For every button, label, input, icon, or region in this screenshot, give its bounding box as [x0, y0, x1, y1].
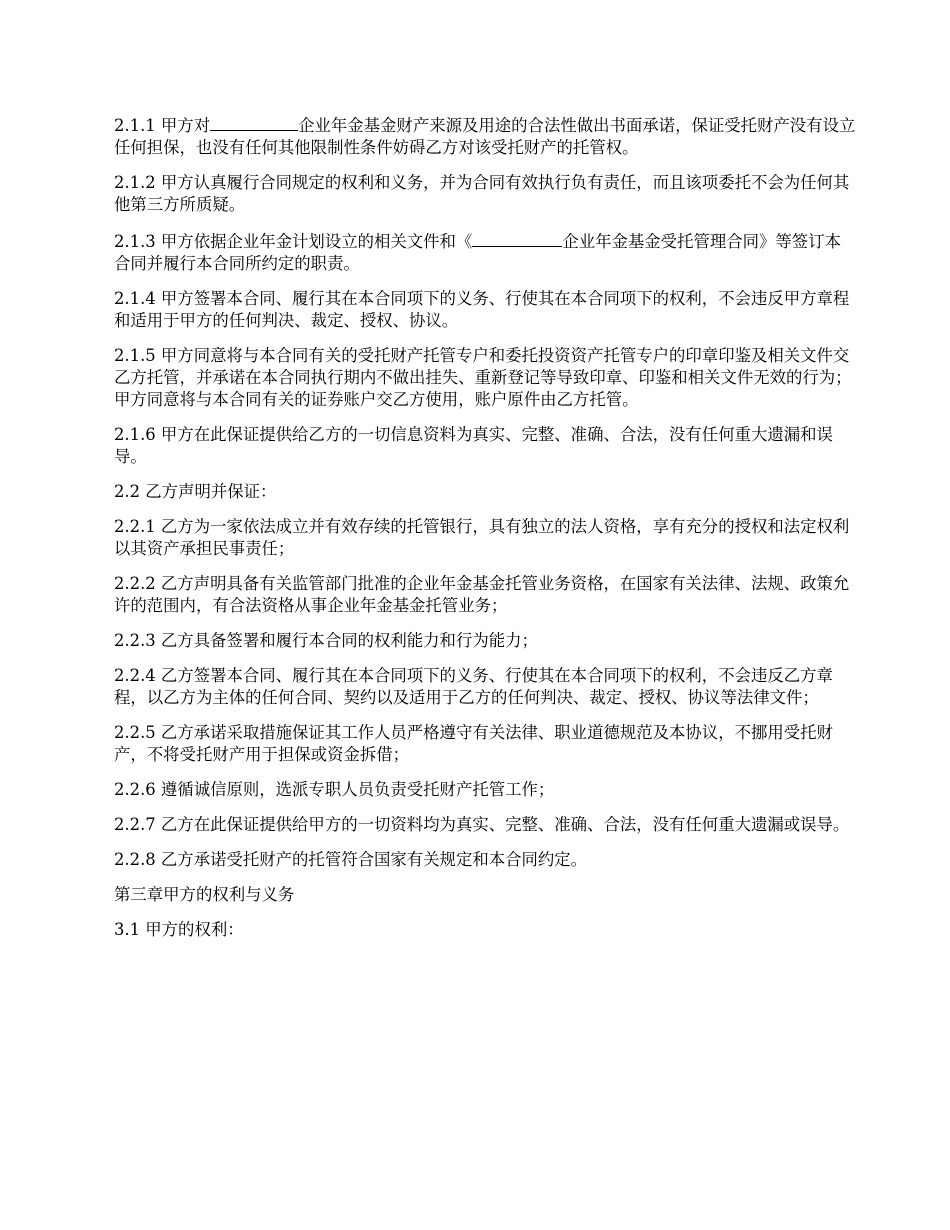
- clause-text: 2.1.3 甲方依据企业年金计划设立的相关文件和《: [114, 232, 473, 251]
- clause-2-2-1: 2.2.1 乙方为一家依法成立并有效存续的托管银行，具有独立的法人资格，享有充分的授权和法定权利以其资产承担民事责任；: [114, 517, 850, 558]
- clause-2-1-4: 2.1.4 甲方签署本合同、履行其在本合同项下的义务、行使其在本合同项下的权利，不会违反甲方章程和适用于甲方的任何判决、裁定、授权、协议。: [114, 289, 850, 330]
- clause-2-2-7: 2.2.7 乙方在此保证提供给甲方的一切资料均为真实、完整、准确、合法，没有任何重大遗漏或误导。: [114, 815, 850, 834]
- clause-text: 企业年金基金受托管理合同》等签订本合同并履行本合同所约定的职责。: [114, 232, 841, 273]
- section-2-2-heading: 2.2 乙方声明并保证：: [114, 482, 277, 501]
- fill-in-blank: [472, 229, 562, 247]
- clause-2-1-3: [114, 229, 856, 275]
- fill-in-blank: [210, 113, 298, 131]
- clause-2-2-4: 2.2.4 乙方签署本合同、履行其在本合同项下的义务、行使其在本合同项下的权利，不会违反乙方章程，以乙方为主体的任何合同、契约以及适用于乙方的任何判决、裁定、授权、协议等法律文件；: [114, 666, 833, 707]
- clause-text: 2.1.1 甲方对: [114, 116, 211, 135]
- section-3-1-heading: 3.1 甲方的权利：: [114, 920, 244, 939]
- document-body: [114, 113, 856, 954]
- clause-2-1-1: [114, 113, 856, 159]
- clause-2-1-5: 2.1.5 甲方同意将与本合同有关的受托财产托管专户和委托投资资产托管专户的印章印鉴及相关文件交乙方托管，并承诺在本合同执行期内不做出挂失、重新登记等导致印章、印鉴和相关文件无效的行为；甲方同意将与本合同有关的证券账户交乙方使用，账户原件由乙方托管。: [114, 346, 852, 409]
- clause-2-2-8: 2.2.8 乙方承诺受托财产的托管符合国家有关规定和本合同约定。: [114, 850, 588, 869]
- clause-2-2-3: 2.2.3 乙方具备签署和履行本合同的权利能力和行为能力；: [114, 631, 538, 650]
- chapter-3-heading: 第三章甲方的权利与义务: [114, 885, 295, 904]
- clause-2-2-2: 2.2.2 乙方声明具备有关监管部门批准的企业年金基金托管业务资格，在国家有关法律、法规、政策允许的范围内，有合法资格从事企业年金基金托管业务；: [114, 574, 850, 615]
- clause-2-2-5: 2.2.5 乙方承诺采取措施保证其工作人员严格遵守有关法律、职业道德规范及本协议，不挪用受托财产，不将受托财产用于担保或资金拆借；: [114, 723, 833, 764]
- clause-2-1-2: 2.1.2 甲方认真履行合同规定的权利和义务，并为合同有效执行负有责任，而且该项委托不会为任何其他第三方所质疑。: [114, 173, 850, 214]
- clause-2-2-6: 2.2.6 遵循诚信原则，选派专职人员负责受托财产托管工作；: [114, 780, 555, 799]
- clause-2-1-6: 2.1.6 甲方在此保证提供给乙方的一切信息资料为真实、完整、准确、合法，没有任何重大遗漏和误导。: [114, 425, 833, 466]
- clause-text: 企业年金基金财产来源及用途的合法性做出书面承诺，保证受托财产没有设立任何担保，也没有任何其他限制性条件妨碍乙方对该受托财产的托管权。: [114, 116, 856, 157]
